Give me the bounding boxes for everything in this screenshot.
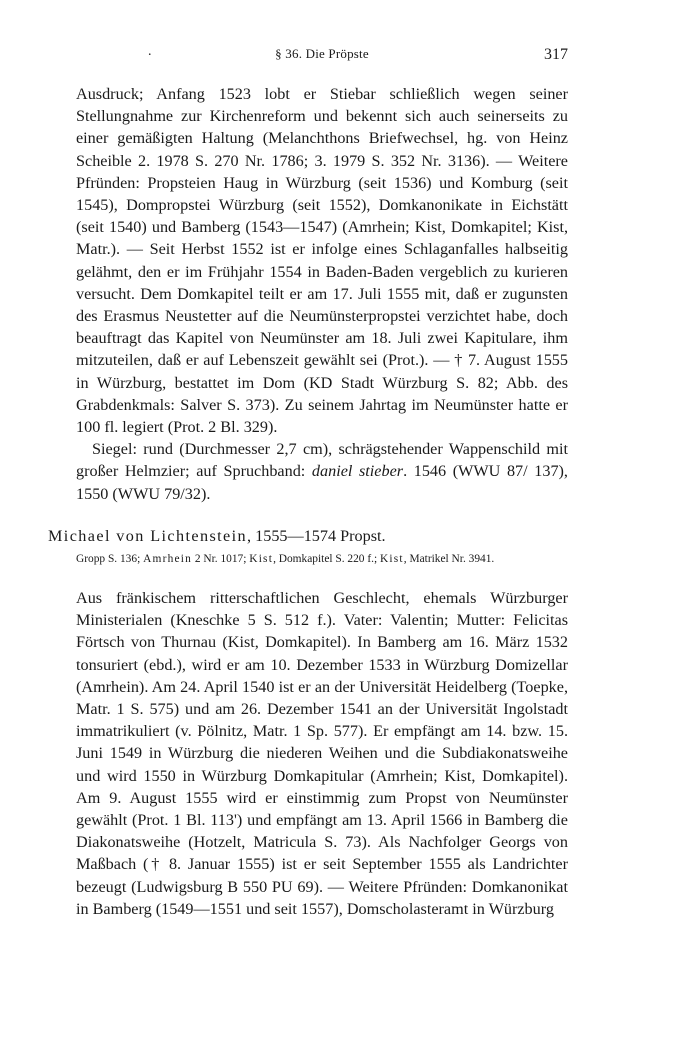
running-head-title: § 36. Die Pröpste xyxy=(275,46,369,61)
entry-name: Michael von Lichtenstein xyxy=(48,527,248,545)
entry-heading xyxy=(48,525,568,547)
source-gropp: Gropp S. 136; xyxy=(76,553,144,565)
source-kist-2-ref: , Matrikel Nr. 3941. xyxy=(403,553,495,565)
continued-paragraph: Ausdruck; Anfang 1523 lobt er Stiebar schließlich wegen seiner Stellungnahme zur Kirchenreform und bekennt sich auch seinerseits zu einer gemäßigten Haltung (Melanchthons Briefwechsel, hg. von Heinz Scheible 2. 1978 S. 270 Nr. 1786; 3. 1979 S. 352 Nr. 3136). — Weitere Pfründen: Propsteien Haug in Würzburg (seit 1536) und Komburg (seit 1545), Dompropstei Würzburg (seit 1552), Domkanonikate in Eichstätt (seit 1540) und Bamberg (1543—1547) (Amrhein; Kist, Domkapitel; Kist, Matr.). — Seit Herbst 1552 ist er infolge eines Schlaganfalles halbseitig gelähmt, den er im Frühjahr 1554 in Baden-Baden vergeblich zu kurieren versucht. Dem Domkapitel teilt er am 17. Juli 1555 mit, daß er zugunsten des Erasmus Neustetter auf die Neumünsterpropstei verzichtet habe, doch beauftragt das Kapitel von Neumünster am 18. Juli zwei Kapitulare, ihm mitzuteilen, daß er auf Lebenszeit gewählt sei (Prot.). — † 7. August 1555 in Würzburg, bestattet im Dom (KD Stadt Würzburg S. 82; Abb. des Grabdenkmals: Salver S. 373). Zu seinem Jahrtag im Neumünster hatte er 100 fl. legiert (Prot. 2 Bl. 329). xyxy=(76,85,568,437)
entry-body-paragraph: Aus fränkischem ritterschaftlichen Geschlecht, ehemals Würzburger Ministerialen (Kneschke 5 S. 512 f.). Vater: Valentin; Mutter: Felicitas Förtsch von Thurnau (Kist, Domkapitel). In Bamberg am 16. März 1532 tonsuriert (ebd.), wird er am 10. Dezember 1533 in Würzburg Domizellar (Amrhein). Am 24. April 1540 ist er an der Universität Heidelberg (Toepke, Matr. 1 S. 575) und am 26. Dezember 1541 an der Universität Ingolstadt immatrikuliert (v. Pölnitz, Matr. 1 Sp. 577). Er empfängt am 14. bzw. 15. Juni 1549 in Würzburg die niederen Weihen und die Subdiakonatsweihe und wird 1550 in Würzburg Domkapitular (Amrhein; Kist, Domkapitel). Am 9. August 1555 wird er einstimmig zum Propst von Neumünster gewählt (Prot. 1 Bl. 113') und empfängt am 13. April 1566 in Bamberg die Diakonatsweihe (Hotzelt, Matricula S. 73). Als Nachfolger Georgs von Maßbach († 8. Januar 1555) ist er seit September 1555 als Landrichter bezeugt (Ludwigsburg B 550 PU 69). — Weitere Pfründen: Domkanonikat in Bamberg (1549—1551 und seit 1557), Domscholasteramt in Würzburg xyxy=(76,589,568,918)
running-head xyxy=(76,46,568,68)
seal-paragraph xyxy=(76,438,568,505)
source-kist-1-ref: , Domkapitel S. 220 f.; xyxy=(273,553,380,565)
entry-body xyxy=(76,587,568,920)
seal-motto: daniel stieber xyxy=(311,462,404,481)
source-kist-2: Kist xyxy=(380,553,404,565)
source-amrhein: Amrhein xyxy=(143,553,192,565)
entry-dates: , 1555—1574 Propst. xyxy=(247,527,386,545)
seal-text-after: . 1546 (WWU 87/ 137), 1550 (WWU 79/32). xyxy=(76,462,568,503)
continued-entry xyxy=(76,83,568,505)
source-kist-1: Kist xyxy=(249,553,274,565)
page-number: 317 xyxy=(544,46,568,63)
entry-sources xyxy=(76,551,568,567)
running-head-dot: . xyxy=(148,44,152,59)
seal-text-before: Siegel: rund (Durchmesser 2,7 cm), schrägstehender Wappenschild mit großer Helmzier; auf Spruchband: xyxy=(76,440,568,481)
source-amrhein-ref: 2 Nr. 1017; xyxy=(191,553,250,565)
